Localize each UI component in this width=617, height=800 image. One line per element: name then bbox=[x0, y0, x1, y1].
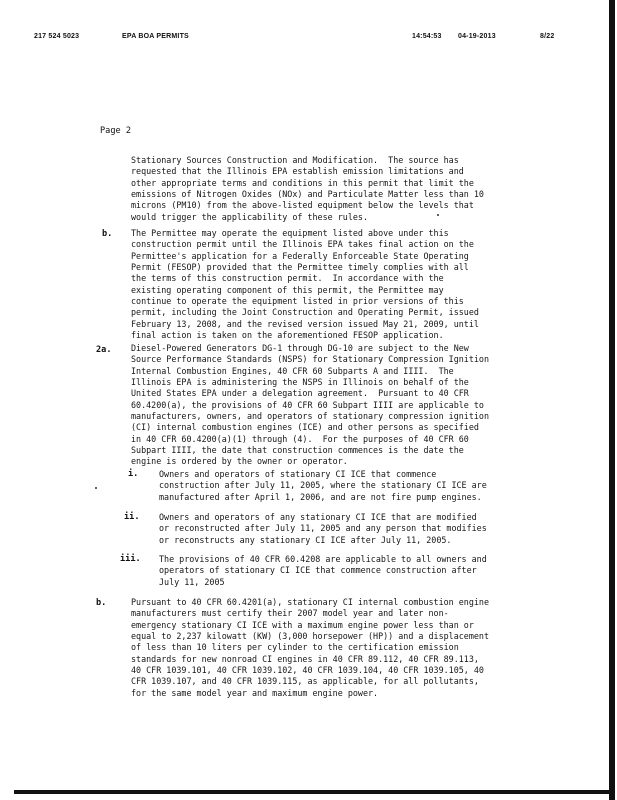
item-b2-text: Pursuant to 40 CFR 60.4201(a), stationary CI internal combustion engine manufacturers must certify their 2007 model year and later non- emergency stationary CI ICE with a maximum engine power less than or equal to 2,237 kilowatt (KW) (3,000 horsepower (HP)) and a displacement of less than 10 liters per cylinder to the certification emission standards for new nonroad CI engines in 40 CFR 89.112, 40 CFR 89.113, 40 CFR 1039.101, 40 CFR 1039.102, 40 CFR 1039.104, 40 CFR 1039.105, 40 CFR 1039.107, and 40 CFR 1039.115, as applicable, for all pollutants, for the same model year and maximum engine power. bbox=[131, 597, 489, 698]
subitem-ii-label: ii. bbox=[124, 512, 140, 522]
fax-page: 8/22 bbox=[540, 33, 555, 40]
subitem-iii-text: The provisions of 40 CFR 60.4208 are applicable to all owners and operators of stationary CI ICE that commence construction after July 11, 2005 bbox=[159, 554, 487, 587]
item-b1-label: b. bbox=[102, 229, 113, 239]
subitem-ii-text: Owners and operators of any stationary CI ICE that are modified or reconstructed after July 11, 2005 and any person that modifies or reconstructs any stationary CI ICE after July 11, 2005. bbox=[159, 512, 487, 545]
item-2a-label: 2a. bbox=[96, 345, 112, 355]
page-label: Page 2 bbox=[100, 126, 132, 136]
fax-date: 04-19-2013 bbox=[458, 33, 496, 40]
item-b2-label: b. bbox=[96, 598, 107, 608]
speck-mark bbox=[437, 214, 439, 216]
fax-time: 14:54:53 bbox=[412, 33, 442, 40]
subitem-i-label: i. bbox=[128, 469, 139, 479]
item-b1-text: The Permittee may operate the equipment listed above under this construction permit until the Illinois EPA takes final action on the Permittee's application for a Federally Enforceable State Operating Permit (FESOP) provided that the Permittee timely complies with all the terms of this construction permit. In accordance with the existing operating component of this permit, the Permittee may continue to operate the equipment listed in prior versions of this permit, including the Joint Construction and Operating Permit, issued February 13, 2008, and the revised version issued May 21, 2009, until final action is taken on the aforementioned FESOP application. bbox=[131, 228, 479, 341]
subitem-i-text: Owners and operators of stationary CI ICE that commence construction after July 11, 2005, where the stationary CI ICE are manufactured after April 1, 2006, and are not fire pump engines. bbox=[159, 469, 487, 502]
fax-phone: 217 524 5023 bbox=[34, 33, 80, 40]
speck-mark bbox=[95, 487, 97, 489]
item-2a-text: Diesel-Powered Generators DG-1 through DG-10 are subject to the New Source Performance Standards (NSPS) for Stationary Compression Ignition Internal Combustion Engines, 40 CFR 60 Subparts A and IIII. The Illinois EPA is administering the NSPS in Illinois on behalf of the United States EPA under a delegation agreement. Pursuant to 40 CFR 60.4200(a), the provisions of 40 CFR 60 Subpart IIII are applicable to manufacturers, owners, and operators of stationary compression ignition (CI) internal combustion engines (ICE) and other persons as specified in 40 CFR 60.4200(a)(1) through (4). For the purposes of 40 CFR 60 Subpart IIII, the date that construction commences is the date the engine is ordered by the owner or operator. bbox=[131, 343, 489, 467]
intro-paragraph: Stationary Sources Construction and Modification. The source has requested that the Illinois EPA establish emission limitations and other appropriate terms and conditions in this permit that limit the emissions of Nitrogen Oxides (NOx) and Particulate Matter less than 10 microns (PM10) from the above-listed equipment below the levels that would trigger the applicability of these rules. bbox=[131, 155, 484, 222]
right-scan-border bbox=[609, 0, 615, 800]
subitem-iii-label: iii. bbox=[120, 554, 141, 564]
bottom-scan-border bbox=[14, 790, 610, 794]
fax-sender: EPA BOA PERMITS bbox=[122, 33, 189, 40]
